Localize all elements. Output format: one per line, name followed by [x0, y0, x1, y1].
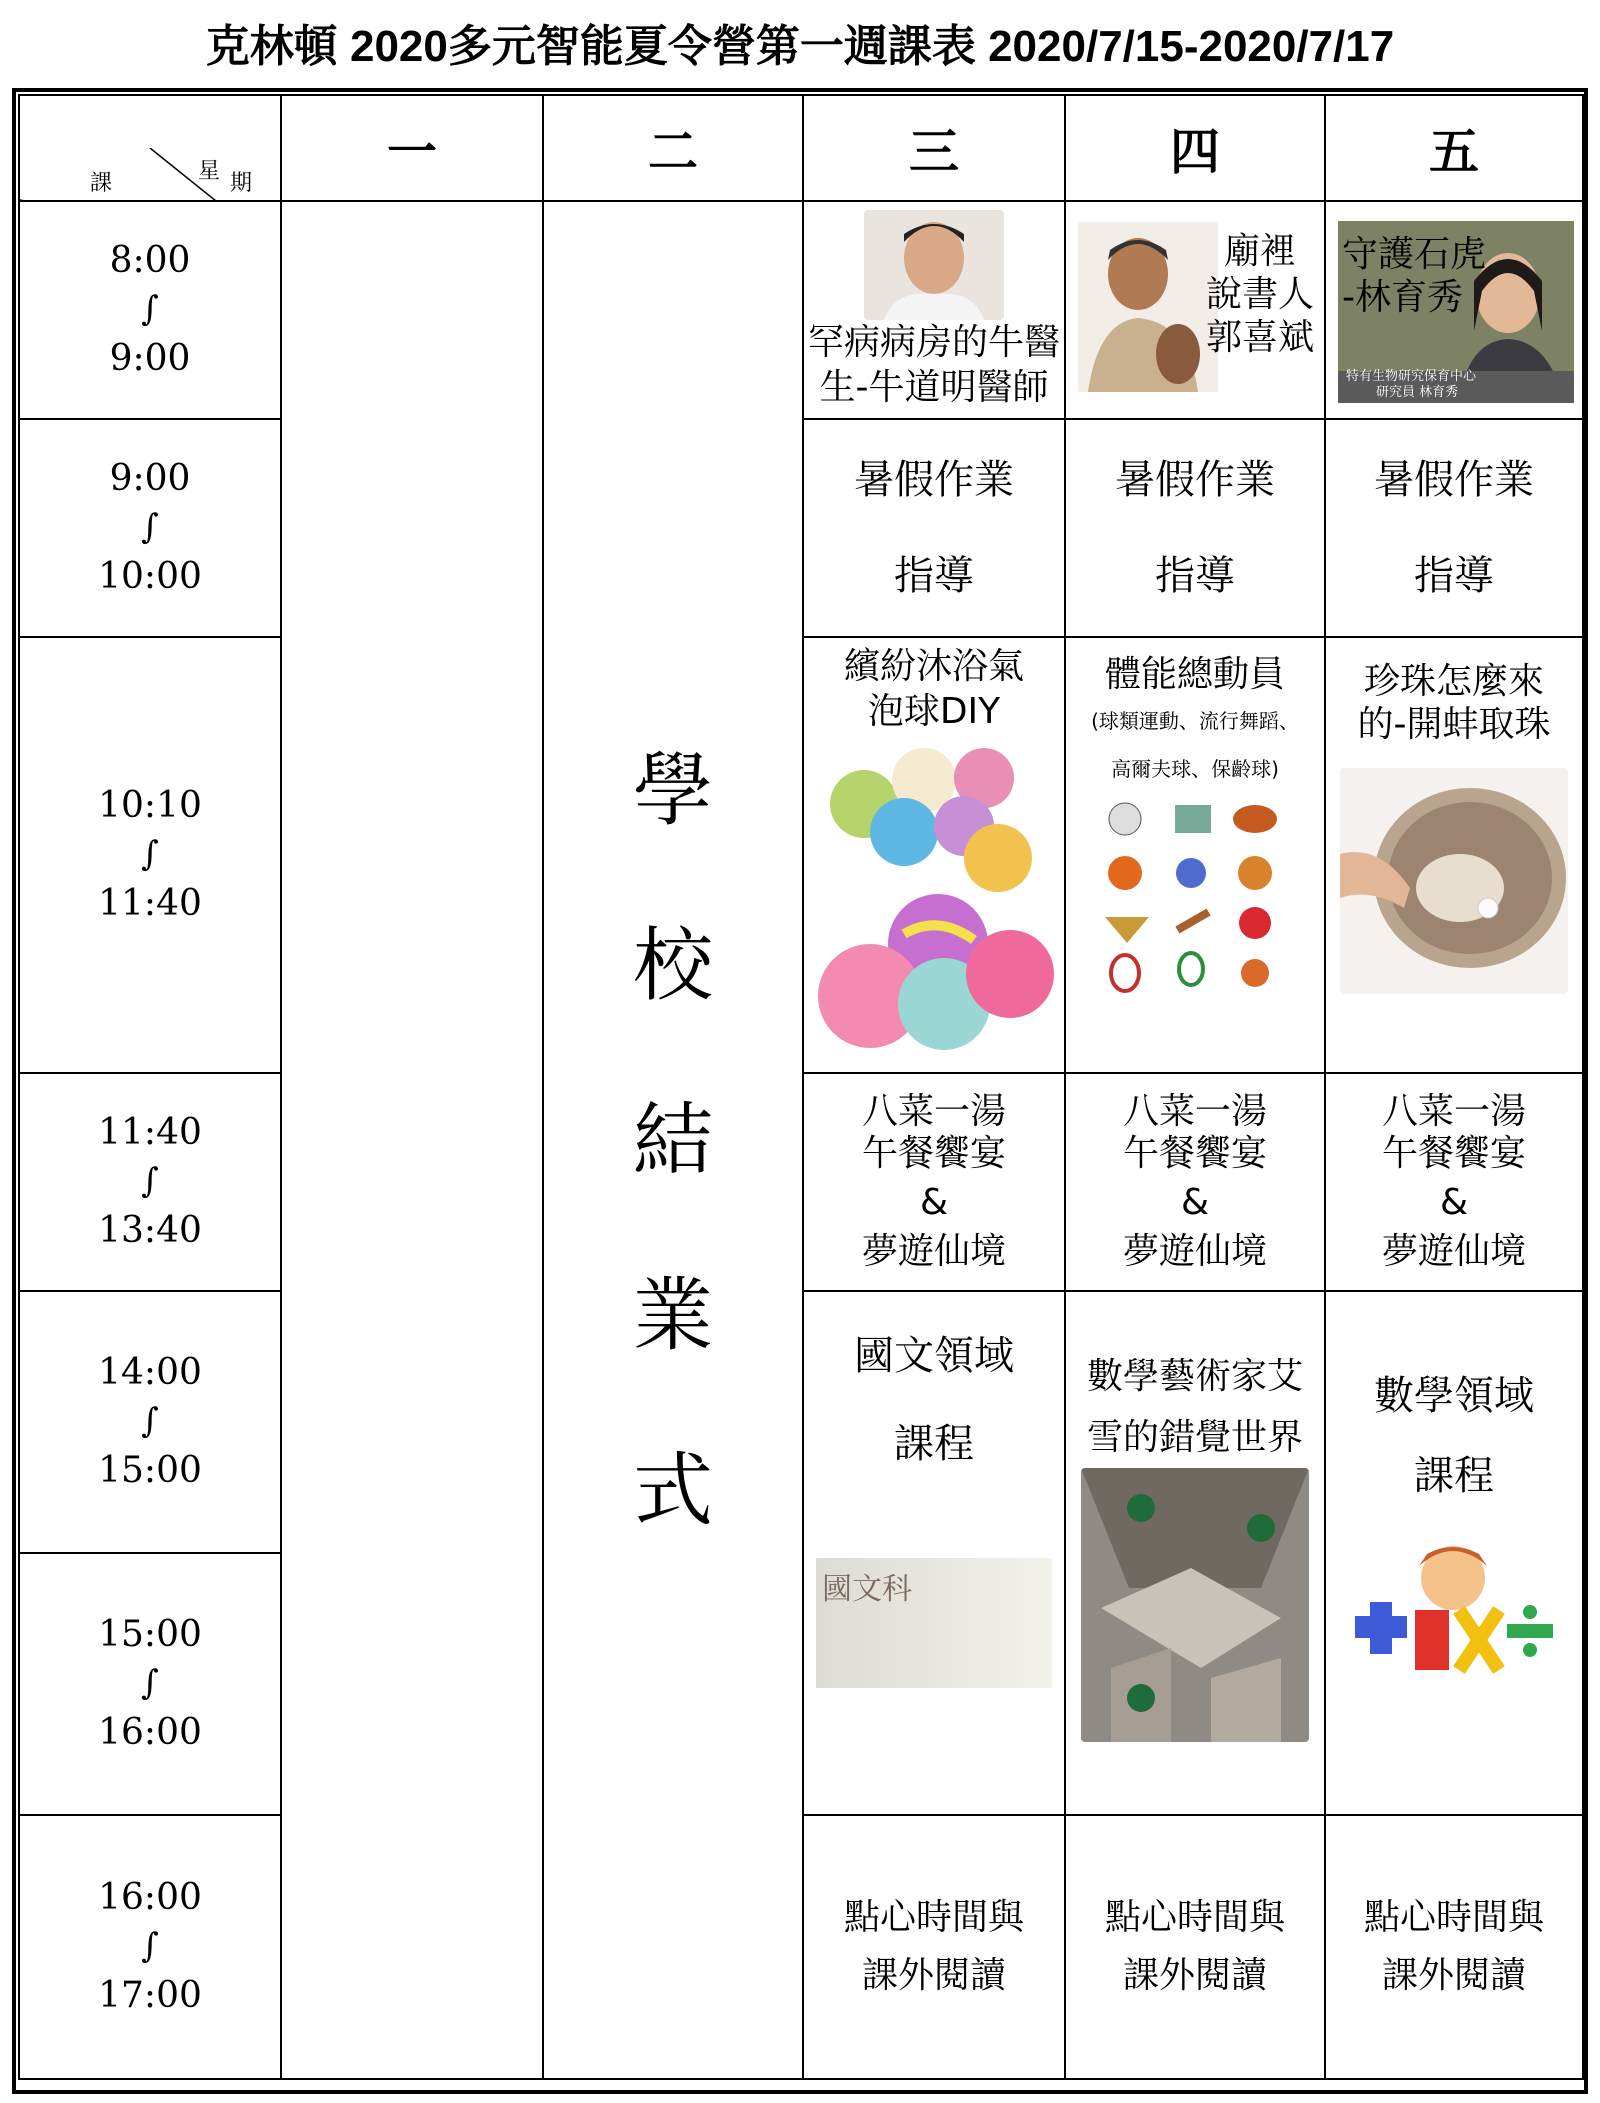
fri-slot1-cell: [1325, 201, 1583, 419]
fri-slot3-line: 珍珠怎麼來: [1363, 661, 1544, 702]
tuesday-char: 式: [633, 1443, 713, 1537]
thu-slot7-cell: 點心時間與 課外閱讀: [1065, 1815, 1325, 2079]
chinese-subject-image: 國文科: [816, 1558, 1052, 1688]
fri-slot5-line: 數學領域: [1374, 1373, 1534, 1419]
thu-slot5-line: 數學藝術家艾: [1086, 1356, 1303, 1397]
fri-slot4-cell: 八菜一湯 午餐饗宴 & 夢遊仙境: [1325, 1073, 1583, 1291]
fri-photo-caption: 特有生物研究保育中心: [1346, 369, 1477, 384]
time-cell: 16:00 ∫ 17:00: [19, 1815, 281, 2079]
day-header-fri: 五: [1325, 95, 1583, 201]
fri-slot2-cell: 暑假作業 指導: [1325, 419, 1583, 637]
tuesday-char: 結: [633, 1093, 713, 1187]
fri-slot5-line: 課程: [1414, 1453, 1494, 1499]
corner-label-xing: 星: [198, 159, 221, 184]
schedule-table: [18, 94, 1584, 2080]
day-header-tue: 二: [543, 95, 803, 201]
time-cell: 9:00 ∫ 10:00: [19, 419, 281, 637]
fri-slot7-cell: 點心時間與 課外閱讀: [1325, 1815, 1583, 2079]
thu-slot4-cell: 八菜一湯 午餐饗宴 & 夢遊仙境: [1065, 1073, 1325, 1291]
tuesday-closing-cell: [543, 201, 803, 2079]
escher-illusion-image: [1081, 1468, 1309, 1742]
tuesday-char: 校: [633, 918, 713, 1012]
thu-slot3-note: (球類運動、流行舞蹈、: [1091, 709, 1299, 733]
corner-label-ke: 課: [90, 171, 113, 196]
tuesday-char: 學: [633, 743, 713, 837]
wed-slot5-line: 課程: [894, 1421, 974, 1467]
thu-slot1-line: 郭喜斌: [1205, 317, 1314, 359]
page-title: 克林頓 2020多元智能夏令營第一週課表 2020/7/15-2020/7/17: [205, 22, 1395, 71]
thu-slot5-cell: [1065, 1291, 1325, 1815]
day-header-thu: 四: [1065, 95, 1325, 201]
fri-slot3-cell: [1325, 637, 1583, 1073]
wed-slot5-line: 國文領域: [854, 1333, 1014, 1379]
fri-slot3-line: 的-開蚌取珠: [1357, 704, 1551, 746]
wed-slot3-cell: [803, 637, 1065, 1073]
time-cell: 10:10 ∫ 11:40: [19, 637, 281, 1073]
wed-slot2-cell: 暑假作業 指導: [803, 419, 1065, 637]
storyteller-photo: [1078, 222, 1218, 392]
wed-slot5-cell: [803, 1291, 1065, 1815]
bath-bomb-image: [814, 734, 1054, 1054]
day-header-wed: 三: [803, 95, 1065, 201]
fri-slot1-line: 守護石虎: [1342, 234, 1487, 275]
header-row: [19, 95, 1583, 201]
table-row: [19, 201, 1583, 419]
thu-slot3-note: 高爾夫球、保齡球): [1111, 757, 1279, 781]
time-cell: 8:00 ∫ 9:00: [19, 201, 281, 419]
pearl-oyster-image: [1340, 768, 1568, 994]
thu-slot1-line: 廟裡: [1223, 231, 1296, 272]
fri-slot5-cell: [1325, 1291, 1583, 1815]
thu-slot2-cell: 暑假作業 指導: [1065, 419, 1325, 637]
sports-icons-image: [1095, 793, 1295, 993]
time-cell: 14:00 ∫ 15:00: [19, 1291, 281, 1553]
doctor-photo: [864, 210, 1004, 320]
thu-slot1-cell: [1065, 201, 1325, 419]
wed-slot1-text: 罕病病房的牛醫生-牛道明醫師: [808, 322, 1061, 408]
wed-slot3-line: 繽紛沐浴氣: [843, 646, 1024, 687]
thu-slot5-line: 雪的錯覺世界: [1086, 1417, 1303, 1459]
thu-slot3-cell: [1065, 637, 1325, 1073]
corner-header: [19, 95, 281, 201]
thu-slot1-line: 說書人: [1205, 274, 1314, 316]
corner-label-qi: 期: [230, 171, 253, 196]
fri-slot1-line: -林育秀: [1342, 277, 1463, 319]
wed-slot4-cell: 八菜一湯 午餐饗宴 & 夢遊仙境: [803, 1073, 1065, 1291]
wed-slot1-cell: [803, 201, 1065, 419]
monday-empty-cell: [281, 201, 543, 2079]
thu-slot3-title: 體能總動員: [1104, 654, 1285, 695]
wed-slot7-cell: 點心時間與 課外閱讀: [803, 1815, 1065, 2079]
math-cartoon-image: [1349, 1536, 1559, 1686]
fri-photo-caption: 研究員 林育秀: [1376, 384, 1459, 400]
day-header-mon: 一: [281, 95, 543, 201]
time-cell: 15:00 ∫ 16:00: [19, 1553, 281, 1815]
tuesday-char: 業: [633, 1268, 713, 1362]
wed-slot3-line: 泡球DIY: [867, 691, 1001, 732]
time-cell: 11:40 ∫ 13:40: [19, 1073, 281, 1291]
